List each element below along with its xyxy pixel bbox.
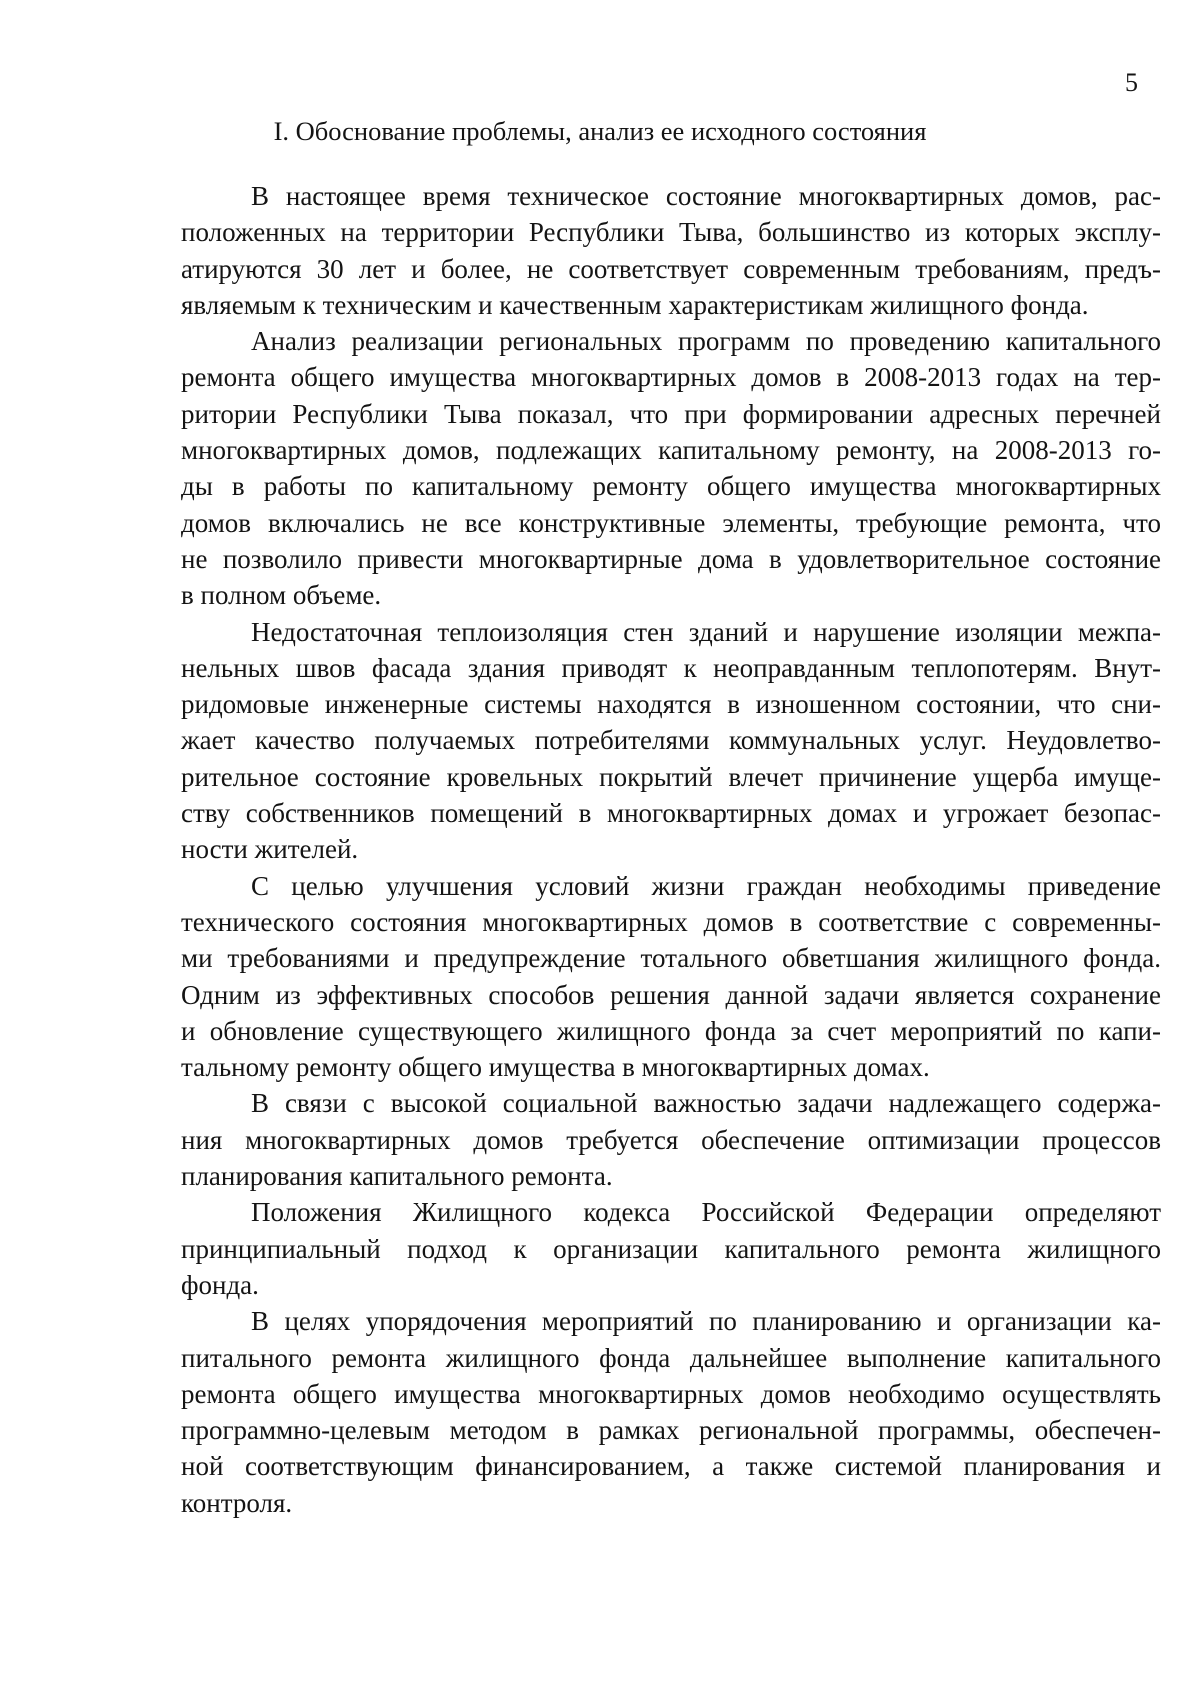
paragraph-line: ми требованиями и предупреждение тотального обветшания жилищного фонда.: [181, 943, 1161, 974]
paragraph-line: В связи с высокой социальной важностью задачи надлежащего содержа-: [251, 1088, 1161, 1119]
paragraph-line: контроля.: [181, 1487, 293, 1518]
paragraph: [181, 323, 1161, 613]
paragraph-line: жает качество получаемых потребителями коммунальных услуг. Неудовлетво-: [181, 725, 1161, 756]
paragraph-line: Положения Жилищного кодекса Российской Федерации определяют: [251, 1197, 1161, 1228]
paragraph-line: Анализ реализации региональных программ по проведению капитального: [251, 326, 1161, 357]
paragraph-line: В целях упорядочения мероприятий по планированию и организации ка-: [251, 1306, 1161, 1337]
paragraph-line: ству собственников помещений в многоквартирных домах и угрожает безопас-: [181, 798, 1161, 829]
paragraph-line: ридомовые инженерные системы находятся в изношенном состоянии, что сни-: [181, 689, 1161, 720]
paragraph-line: технического состояния многоквартирных домов в соответствие с современны-: [181, 906, 1161, 937]
paragraph-line: ния многоквартирных домов требуется обеспечение оптимизации процессов: [181, 1124, 1161, 1155]
paragraph-line: Одним из эффективных способов решения данной задачи является сохранение: [181, 979, 1161, 1010]
paragraph-line: многоквартирных домов, подлежащих капитальному ремонту, на 2008-2013 го-: [181, 435, 1161, 466]
paragraph-line: планирования капитального ремонта.: [181, 1161, 613, 1192]
paragraph: [181, 868, 1161, 1086]
paragraph-line: ды в работы по капитальному ремонту общего имущества многоквартирных: [181, 471, 1161, 502]
paragraph-line: ности жителей.: [181, 834, 359, 865]
paragraph-line: рительное состояние кровельных покрытий влечет причинение ущерба имуще-: [181, 761, 1161, 792]
paragraph-line: Недостаточная теплоизоляция стен зданий и нарушение изоляции межпа-: [251, 616, 1161, 647]
paragraph-line: являемым к техническим и качественным характеристикам жилищного фонда.: [181, 289, 1089, 320]
paragraph-line: домов включались не все конструктивные элементы, требующие ремонта, что: [181, 507, 1161, 538]
paragraph-line: ремонта общего имущества многоквартирных домов в 2008-2013 годах на тер-: [181, 362, 1161, 393]
paragraph: [181, 1303, 1161, 1521]
paragraph-line: фонда.: [181, 1269, 259, 1300]
paragraph-line: ремонта общего имущества многоквартирных домов необходимо осуществлять: [181, 1378, 1161, 1409]
paragraph-line: нельных швов фасада здания приводят к неоправданным теплопотерям. Внут-: [181, 652, 1161, 683]
paragraph-line: С целью улучшения условий жизни граждан необходимы приведение: [251, 870, 1161, 901]
paragraph-line: программно-целевым методом в рамках региональной программы, обеспечен-: [181, 1415, 1161, 1446]
paragraph: [181, 1194, 1161, 1303]
paragraph: [181, 1085, 1161, 1194]
paragraph-line: в полном объеме.: [181, 580, 382, 611]
paragraph-line: ной соответствующим финансированием, а также системой планирования и: [181, 1451, 1161, 1482]
paragraph-line: атируются 30 лет и более, не соответствует современным требованиям, предъ-: [181, 253, 1161, 284]
paragraph-line: питального ремонта жилищного фонда дальнейшее выполнение капитального: [181, 1342, 1161, 1373]
paragraph-line: не позволило привести многоквартирные дома в удовлетворительное состояние: [181, 543, 1161, 574]
section-heading: I. Обоснование проблемы, анализ ее исходного состояния: [273, 116, 927, 146]
paragraph: [181, 178, 1161, 323]
paragraph: [181, 614, 1161, 868]
paragraph-line: ритории Республики Тыва показал, что при формировании адресных перечней: [181, 398, 1161, 429]
document-body: [181, 178, 1161, 1521]
paragraph-line: и обновление существующего жилищного фонда за счет мероприятий по капи-: [181, 1015, 1161, 1046]
paragraph-line: принципиальный подход к организации капитального ремонта жилищного: [181, 1233, 1161, 1264]
paragraph-line: В настоящее время техническое состояние многоквартирных домов, рас-: [251, 181, 1161, 211]
page-number: 5: [1125, 68, 1138, 97]
paragraph-line: тальному ремонту общего имущества в многоквартирных домах.: [181, 1052, 930, 1083]
paragraph-line: положенных на территории Республики Тыва, большинство из которых эксплу-: [181, 217, 1161, 248]
